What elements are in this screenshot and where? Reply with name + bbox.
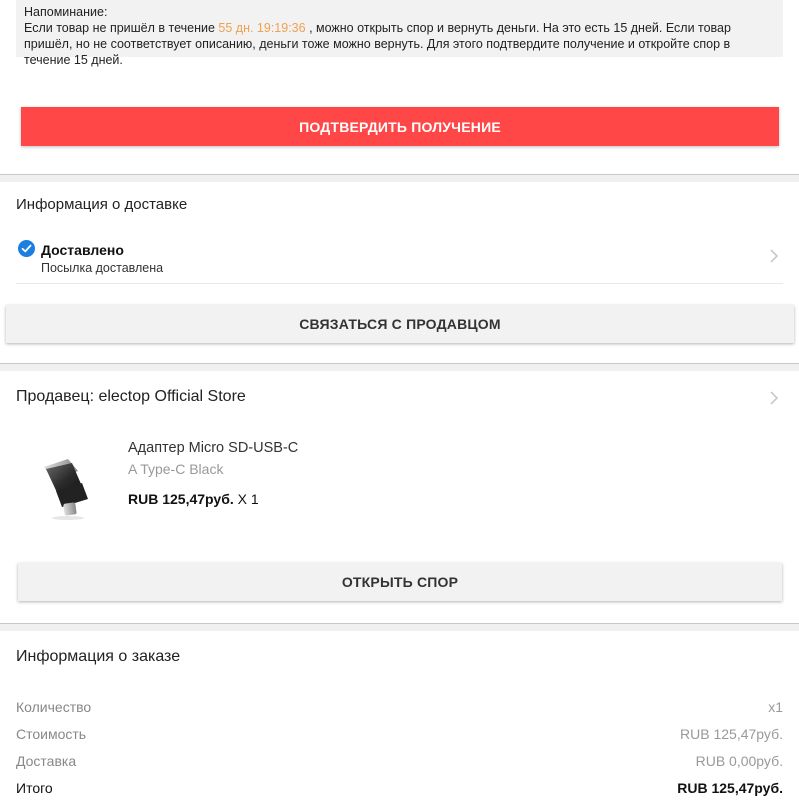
confirm-receipt-button[interactable]: ПОДТВЕРДИТЬ ПОЛУЧЕНИЕ <box>21 107 779 146</box>
product-price: RUB 125,47руб. <box>128 491 234 507</box>
seller-row[interactable] <box>16 380 783 416</box>
product-variant: A Type-C Black <box>128 461 224 477</box>
delivery-status: Доставлено <box>41 242 124 258</box>
section-divider <box>0 363 799 371</box>
product-quantity: X 1 <box>233 491 259 507</box>
delivery-status-row[interactable] <box>16 236 783 284</box>
order-row-label: Стоимость <box>16 726 87 742</box>
order-row-value: RUB 125,47руб. <box>680 726 783 742</box>
reminder-title: Напоминание: <box>24 5 108 19</box>
order-row-quantity <box>16 699 783 719</box>
reminder-box <box>16 0 783 67</box>
open-dispute-button[interactable]: ОТКРЫТЬ СПОР <box>18 563 782 601</box>
order-info-title: Информация о заказе <box>16 648 181 665</box>
chevron-right-icon <box>769 390 779 406</box>
reminder-text <box>24 20 775 68</box>
product-title[interactable]: Адаптер Micro SD-USB-C <box>128 440 299 456</box>
product-price-line <box>128 491 259 507</box>
order-row-value: RUB 125,47руб. <box>677 780 783 796</box>
delivery-status-sub: Посылка доставлена <box>41 261 164 275</box>
product-image[interactable] <box>38 455 94 521</box>
delivery-section-title: Информация о доставке <box>16 196 188 213</box>
order-row-value: x1 <box>768 699 783 715</box>
section-divider <box>0 174 799 182</box>
order-row-shipping <box>16 753 783 773</box>
reminder-countdown: 55 дн. 19:19:36 <box>218 21 306 35</box>
reminder-text-before: Если товар не пришёл в течение <box>24 21 219 35</box>
order-row-cost <box>16 726 783 746</box>
order-row-label: Доставка <box>16 753 77 769</box>
check-circle-icon <box>18 240 35 257</box>
contact-seller-button[interactable]: СВЯЗАТЬСЯ С ПРОДАВЦОМ <box>6 305 794 343</box>
order-row-label: Количество <box>16 699 92 715</box>
order-row-total <box>16 780 783 800</box>
chevron-right-icon <box>769 248 779 264</box>
seller-name: Продавец: electop Official Store <box>16 388 246 405</box>
section-divider <box>0 623 799 631</box>
reminder-text-after: , можно открыть спор и вернуть деньги. На это есть 15 дней. Если товар пришёл, но не соответствует описанию, деньги тоже можно вернуть. Для этого подтвердите получение и откройте спор в течение 15 дней. <box>24 21 731 67</box>
order-row-label: Итого <box>16 780 53 796</box>
order-row-value: RUB 0,00руб. <box>695 753 783 769</box>
